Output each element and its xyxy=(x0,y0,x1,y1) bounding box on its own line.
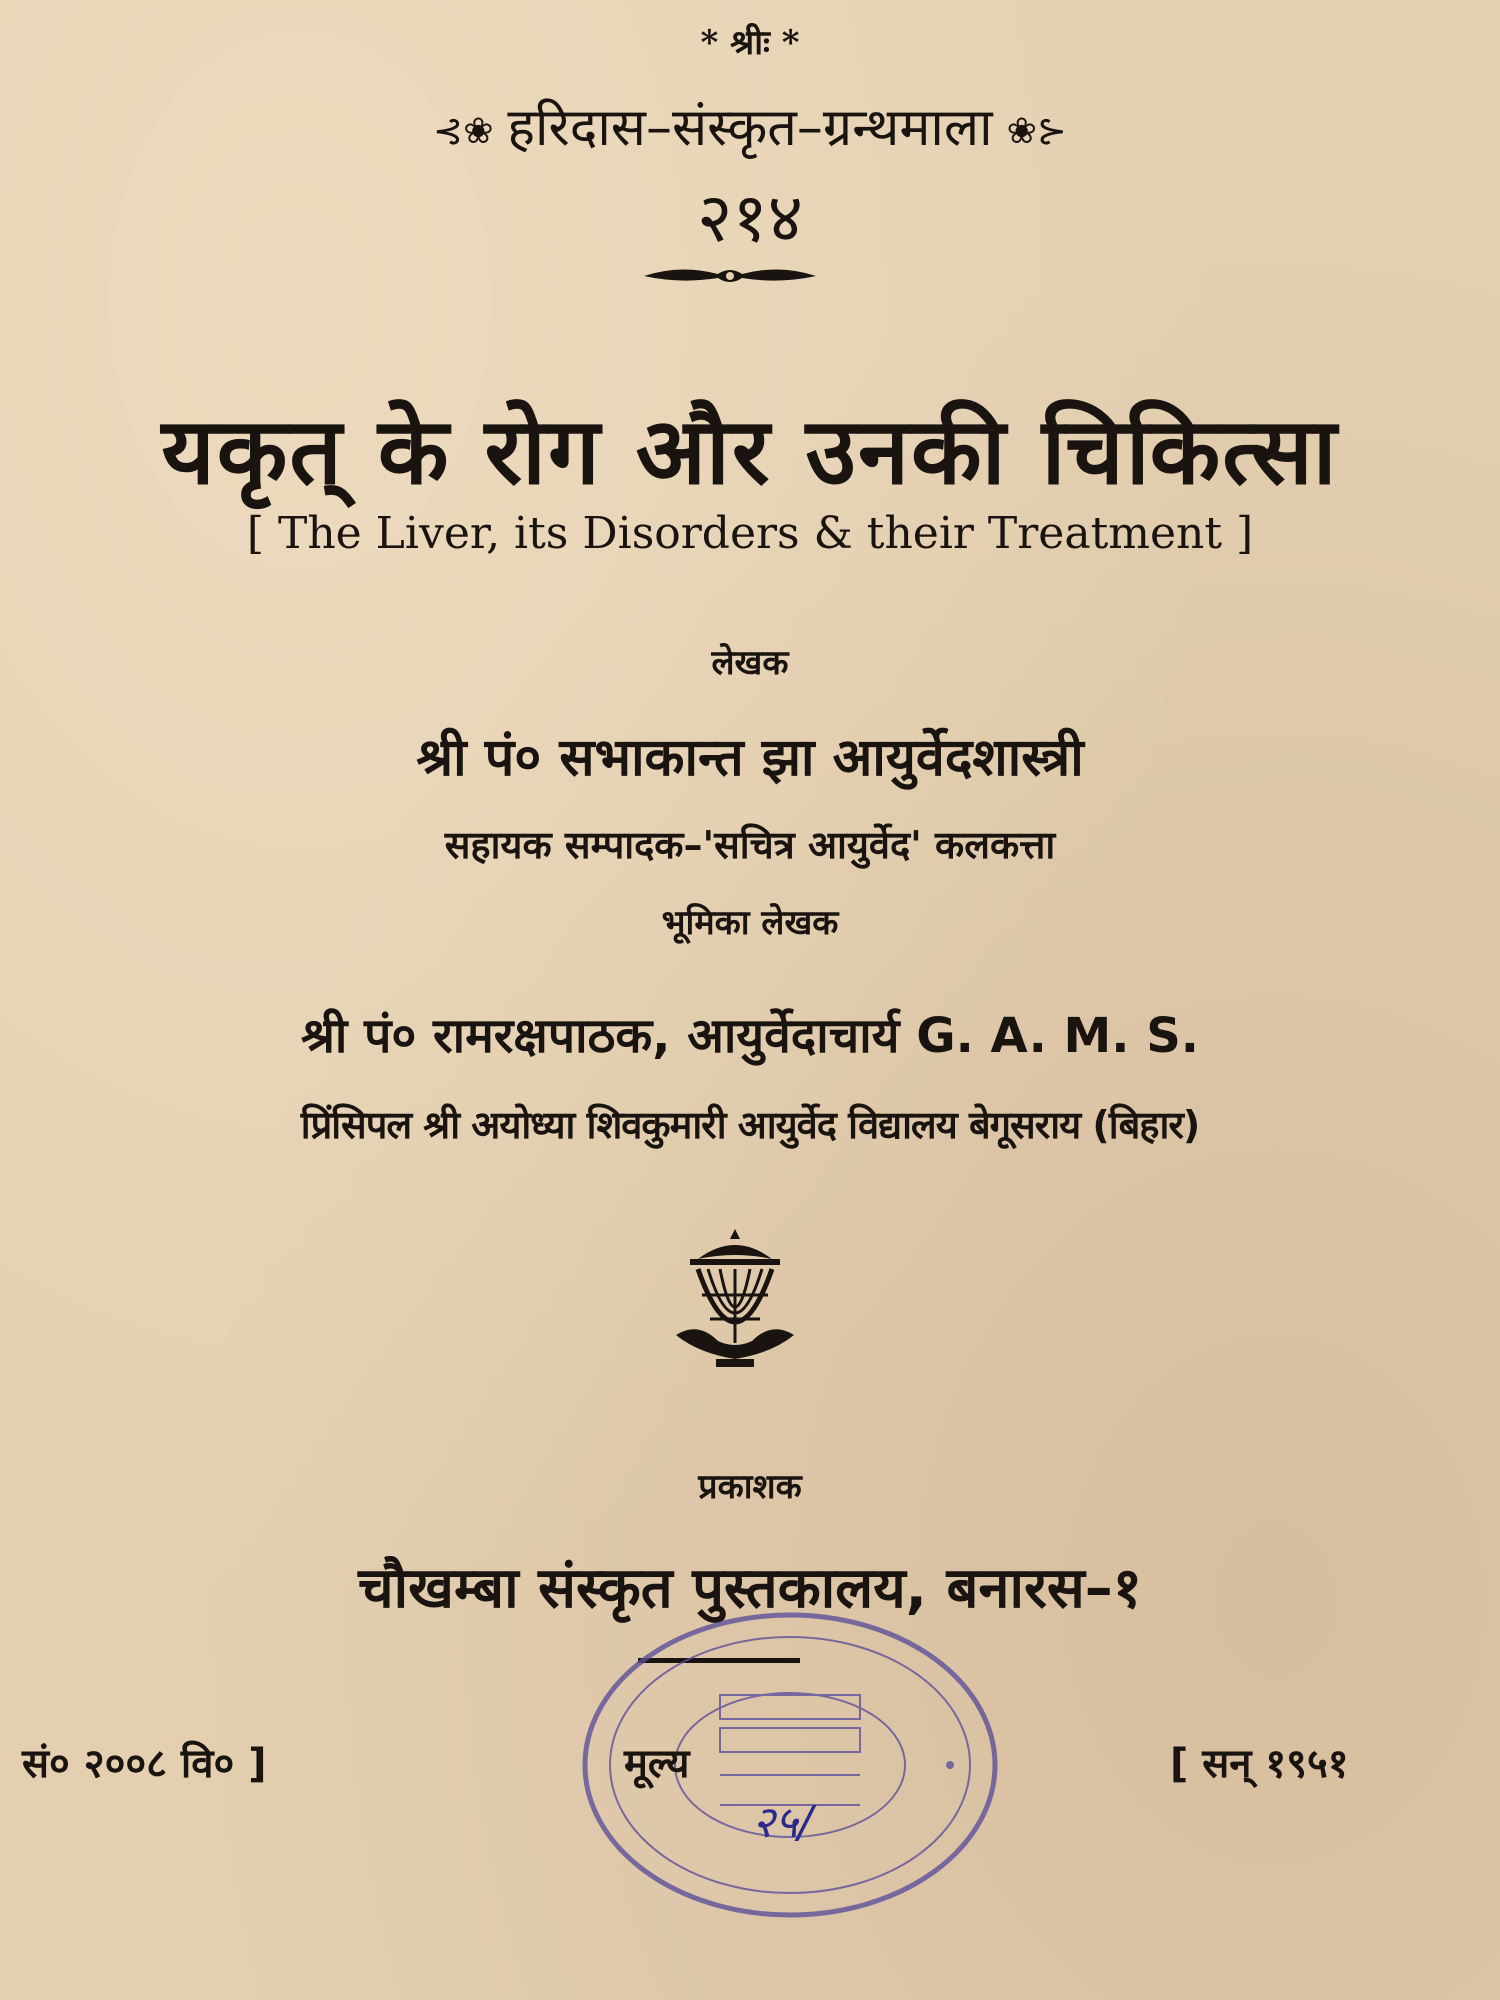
foreword-author-role: प्रिंसिपल श्री अयोध्या शिवकुमारी आयुर्वेद विद्यालय बेगूसराय (बिहार) xyxy=(300,1103,1200,1147)
price xyxy=(624,1734,689,1789)
publication-year: [ सन् १९५१ xyxy=(1170,1741,1349,1787)
handwritten-price: २५/ xyxy=(752,1797,813,1848)
publisher-name: चौखम्बा संस्कृत पुस्तकालय, बनारस–१ xyxy=(358,1556,1142,1621)
ornament-divider-icon xyxy=(640,262,820,288)
author-label: लेखक xyxy=(711,643,789,683)
publisher-label: प्रकाशक xyxy=(698,1467,802,1507)
series-number: २१४ xyxy=(696,179,804,258)
book-title-english: [ The Liver, its Disorders & their Treatment ] xyxy=(246,508,1254,559)
invocation: * श्रीः * xyxy=(700,23,800,63)
lamp-emblem-icon xyxy=(668,1225,802,1370)
right-flourish-icon: ❀⊱ xyxy=(1006,110,1067,152)
author-role: सहायक सम्पादक–'सचित्र आयुर्वेद' कलकत्ता xyxy=(444,823,1056,867)
left-flourish-icon: ⊰❀ xyxy=(433,110,494,152)
foreword-label: भूमिका लेखक xyxy=(661,903,839,943)
book-title-hindi: यकृत् के रोग और उनकी चिकित्सा xyxy=(161,398,1339,505)
series-title xyxy=(0,90,1500,161)
author-name: श्री पं० सभाकान्त झा आयुर्वेदशास्त्री xyxy=(416,728,1084,788)
price-label: मूल्य xyxy=(624,1741,690,1787)
samvat-date: सं० २००८ वि० ] xyxy=(22,1741,267,1787)
series-name: हरिदास–संस्कृत–ग्रन्थमाला xyxy=(507,98,993,158)
foreword-author-name: श्री पं० रामरक्षपाठक, आयुर्वेदाचार्य G. A. M. S. xyxy=(300,1008,1200,1064)
